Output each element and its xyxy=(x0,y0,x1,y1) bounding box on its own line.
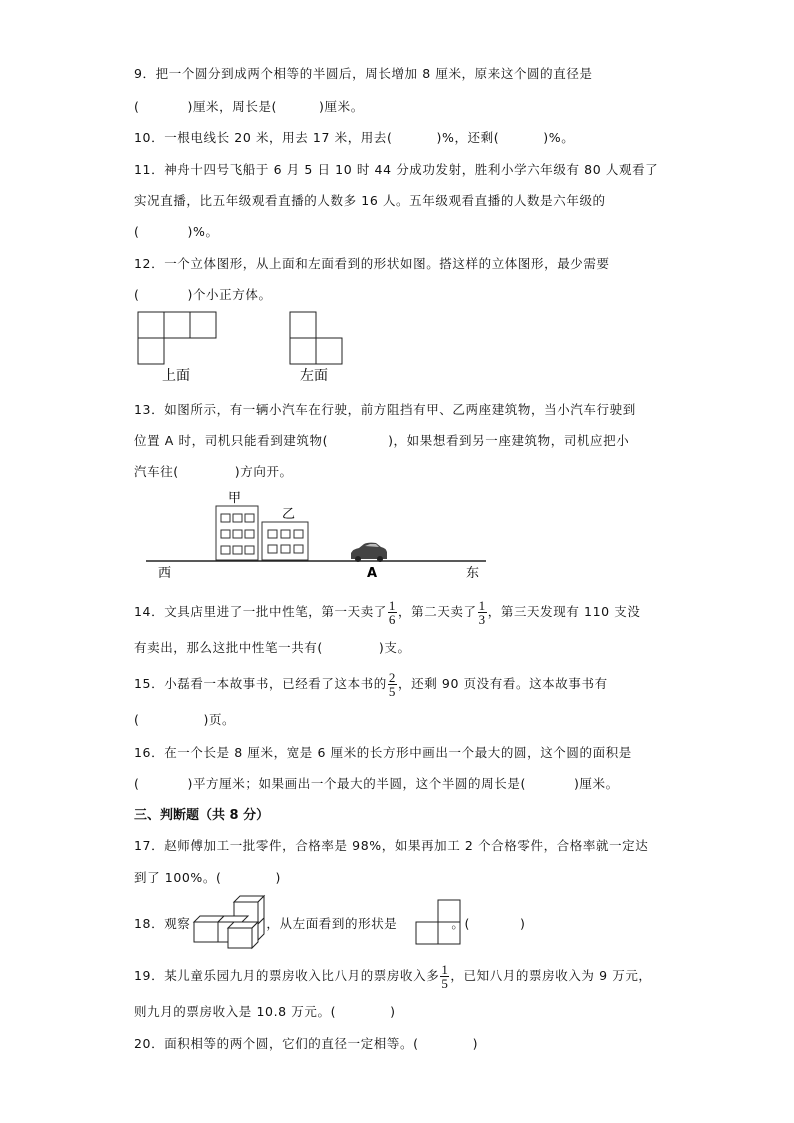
q9-line1: 9．把一个圆分到成两个相等的半圆后，周长增加 8 厘米，原来这个圆的直径是 xyxy=(134,66,593,81)
building-b-label: 乙 xyxy=(282,507,296,522)
fraction-one-fifth: $\frac{1}{5}$ xyxy=(441,962,449,991)
west-label: 西 xyxy=(158,566,172,581)
building-a xyxy=(216,506,258,560)
q16-line2: ( )平方厘米；如果画出一个最大的半圆，这个半圆的周长是( )厘米。 xyxy=(134,776,619,791)
point-a-label: A xyxy=(367,566,378,581)
q10: 10．一根电线长 20 米，用去 17 米，用去( )%，还剩( )%。 xyxy=(134,130,575,145)
q19-line2: 则九月的票房收入是 10.8 万元。( ) xyxy=(134,1004,396,1019)
fraction-one-third: $\frac{1}{3}$ xyxy=(478,598,486,627)
q15-line2: ( )页。 xyxy=(134,712,236,727)
q16-line1: 16．在一个长是 8 厘米，宽是 6 厘米的长方形中画出一个最大的圆，这个圆的面积是 xyxy=(134,745,632,760)
q12-views-figure xyxy=(130,308,360,388)
q18-cube-figure xyxy=(190,894,270,950)
q13-line3: 汽车往( )方向开。 xyxy=(134,464,293,479)
q14-line2: 有卖出，那么这批中性笔一共有( )支。 xyxy=(134,640,411,655)
left-view xyxy=(290,312,342,364)
q11-line2: 实况直播，比五年级观看直播的人数多 16 人。五年级观看直播的人数是六年级的 xyxy=(134,193,606,208)
q11-line3: ( )%。 xyxy=(134,224,219,239)
q15-line1: 15．小磊看一本故事书，已经看了这本书的 $\frac{2}{5}$ ，还剩 90 页没有看。这本故事书有 xyxy=(134,670,608,699)
building-a-label: 甲 xyxy=(228,491,242,506)
top-view-label: 上面 xyxy=(162,368,190,384)
q13-line2: 位置 A 时，司机只能看到建筑物( )，如果想看到另一座建筑物，司机应把小 xyxy=(134,433,630,448)
q13-figure xyxy=(140,486,500,584)
east-label: 东 xyxy=(466,566,480,581)
q17-line2: 到了 100%。( ) xyxy=(134,870,281,885)
q13-line1: 13．如图所示，有一辆小汽车在行驶，前方阻挡有甲、乙两座建筑物，当小汽车行驶到 xyxy=(134,402,636,417)
car-icon xyxy=(351,543,387,562)
q20-line: 20．面积相等的两个圆，它们的直径一定相等。( ) xyxy=(134,1036,479,1051)
q19-line1: 19．某儿童乐园九月的票房收入比八月的票房收入多 $\frac{1}{5}$ ，已知八月的票房收入为 9 万元， xyxy=(134,962,652,991)
q12-line2: ( )个小正方体。 xyxy=(134,287,272,302)
section-title-judgment: 三、判断题（共 8 分） xyxy=(134,808,270,823)
top-view xyxy=(138,312,216,364)
building-b xyxy=(262,522,308,560)
q18-left-view-figure xyxy=(412,898,464,946)
fraction-one-sixth: $\frac{1}{6}$ xyxy=(388,598,397,627)
left-view-label: 左面 xyxy=(300,368,328,384)
q12-line1: 12．一个立体图形，从上面和左面看到的形状如图。搭这样的立体图形，最少需要 xyxy=(134,256,610,271)
q14-line1: 14．文具店里进了一批中性笔，第一天卖了 $\frac{1}{6}$ ，第二天卖了 $\frac{1}{3}$ ，第三天发现有 110 支没 xyxy=(134,598,641,627)
q17-line1: 17．赵师傅加工一批零件，合格率是 98%，如果再加工 2 个合格零件，合格率就一定达 xyxy=(134,838,649,853)
q18-line: 18．观察 ，从左面看到的形状是 。( ) xyxy=(134,916,526,931)
q11-line1: 11．神舟十四号飞船于 6 月 5 日 10 时 44 分成功发射，胜利小学六年级有 80 人观看了 xyxy=(134,162,659,177)
q9-line2: ( )厘米，周长是( )厘米。 xyxy=(134,99,364,114)
fraction-two-fifths: $\frac{2}{5}$ xyxy=(388,670,397,699)
